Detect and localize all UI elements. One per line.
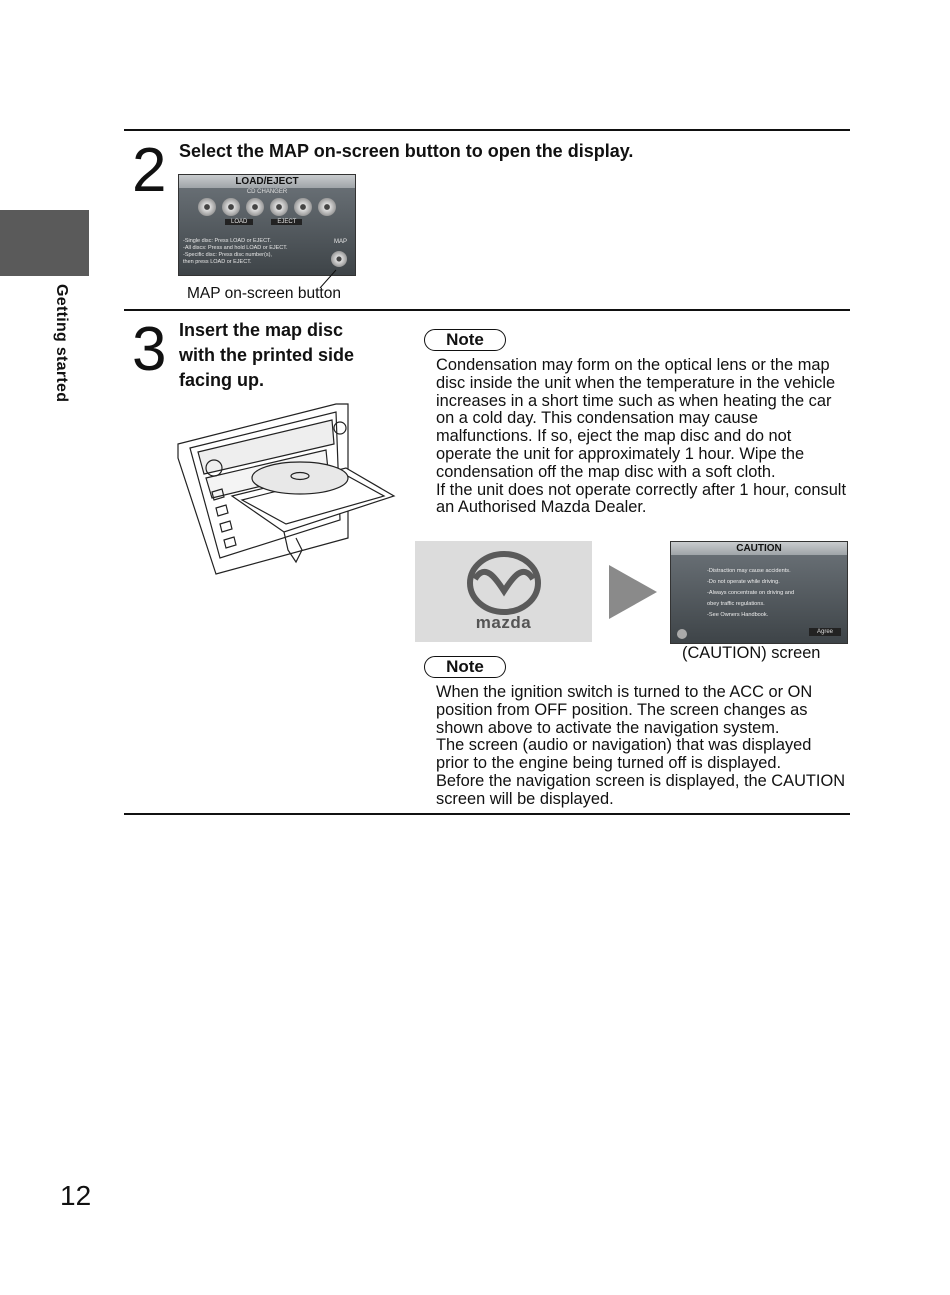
step-number: 2 <box>132 136 167 205</box>
instruction-line: -Specific disc: Press disc number(s), <box>183 252 272 258</box>
map-label: MAP <box>333 239 347 245</box>
arrow-right-icon <box>609 565 657 619</box>
caution-text <box>707 566 794 621</box>
note-body <box>436 357 846 517</box>
disc-icon[interactable] <box>294 198 312 216</box>
bottom-rule <box>124 813 850 815</box>
instruction-line: -All discs: Press and hold LOAD or EJECT. <box>183 245 288 251</box>
screen-instructions <box>183 238 288 266</box>
caution-line: obey traffic regulations. <box>707 601 765 607</box>
instruction-line: then press LOAD or EJECT. <box>183 259 252 265</box>
mazda-wordmark: mazda <box>475 613 532 632</box>
map-button-caption: MAP on-screen button <box>187 285 341 302</box>
section-tab <box>0 210 89 276</box>
mazda-logo-screen <box>415 541 592 642</box>
step-title <box>179 318 354 393</box>
caution-screen <box>670 541 848 644</box>
note-paragraph: Condensation may form on the optical lens or the map disc inside the unit when the temperature in the vehicle increases in a short time such as when heating the car on a cold day. This condensation may cause malfunctions. If so, eject the map disc and do not operate the unit for approximately 1 hour. Wipe the condensation off the map disc with a soft cloth. <box>436 356 836 481</box>
section-label: Getting started <box>53 284 70 403</box>
caution-line: -Always concentrate on driving and <box>707 590 795 596</box>
note-paragraph: The screen (audio or navigation) that was displayed prior to the engine being turned off is displayed. <box>436 736 812 773</box>
caution-screen-caption: (CAUTION) screen <box>682 644 821 662</box>
step-title-line: Insert the map disc <box>179 320 344 340</box>
note-body <box>436 684 846 809</box>
step-title-line: facing up. <box>179 370 264 390</box>
disc-insertion-illustration <box>176 400 398 580</box>
step-divider <box>124 309 850 311</box>
caution-line: -Distraction may cause accidents. <box>707 568 791 574</box>
disc-icon[interactable] <box>198 198 216 216</box>
top-rule <box>124 129 850 131</box>
agree-button[interactable]: Agree <box>809 628 841 636</box>
note-badge: Note <box>424 329 506 351</box>
step-title: Select the MAP on-screen button to open the display. <box>179 141 634 161</box>
load-eject-screen <box>178 174 356 276</box>
caution-line: -Do not operate while driving. <box>707 579 780 585</box>
step-title-line: with the printed side <box>179 345 355 365</box>
load-button[interactable]: LOAD <box>225 219 253 225</box>
caution-line: -See Owners Handbook. <box>707 612 769 618</box>
eject-button[interactable]: EJECT <box>271 219 302 225</box>
note-paragraph: If the unit does not operate correctly after 1 hour, consult an Authorised Mazda Dealer. <box>436 480 847 517</box>
caution-title: CAUTION <box>671 542 847 555</box>
note-paragraph: When the ignition switch is turned to the ACC or ON position from OFF position. The screen changes as shown above to activate the navigation system. <box>436 683 813 737</box>
disc-icon[interactable] <box>222 198 240 216</box>
instruction-line: -Single disc: Press LOAD or EJECT. <box>183 238 272 244</box>
disc-icon[interactable] <box>270 198 288 216</box>
disc-buttons <box>179 198 355 216</box>
disc-icon[interactable] <box>318 198 336 216</box>
note-badge: Note <box>424 656 506 678</box>
disc-icon[interactable] <box>246 198 264 216</box>
map-on-screen-button[interactable] <box>331 251 347 267</box>
language-icon[interactable] <box>677 629 687 639</box>
page-number: 12 <box>60 1180 92 1211</box>
screen-subtitle: CD CHANGER <box>246 189 288 195</box>
screen-title: LOAD/EJECT <box>179 175 355 188</box>
mazda-logo-icon <box>465 549 543 617</box>
step-number: 3 <box>132 315 167 384</box>
note-paragraph: Before the navigation screen is displayed, the CAUTION screen will be displayed. <box>436 771 846 808</box>
